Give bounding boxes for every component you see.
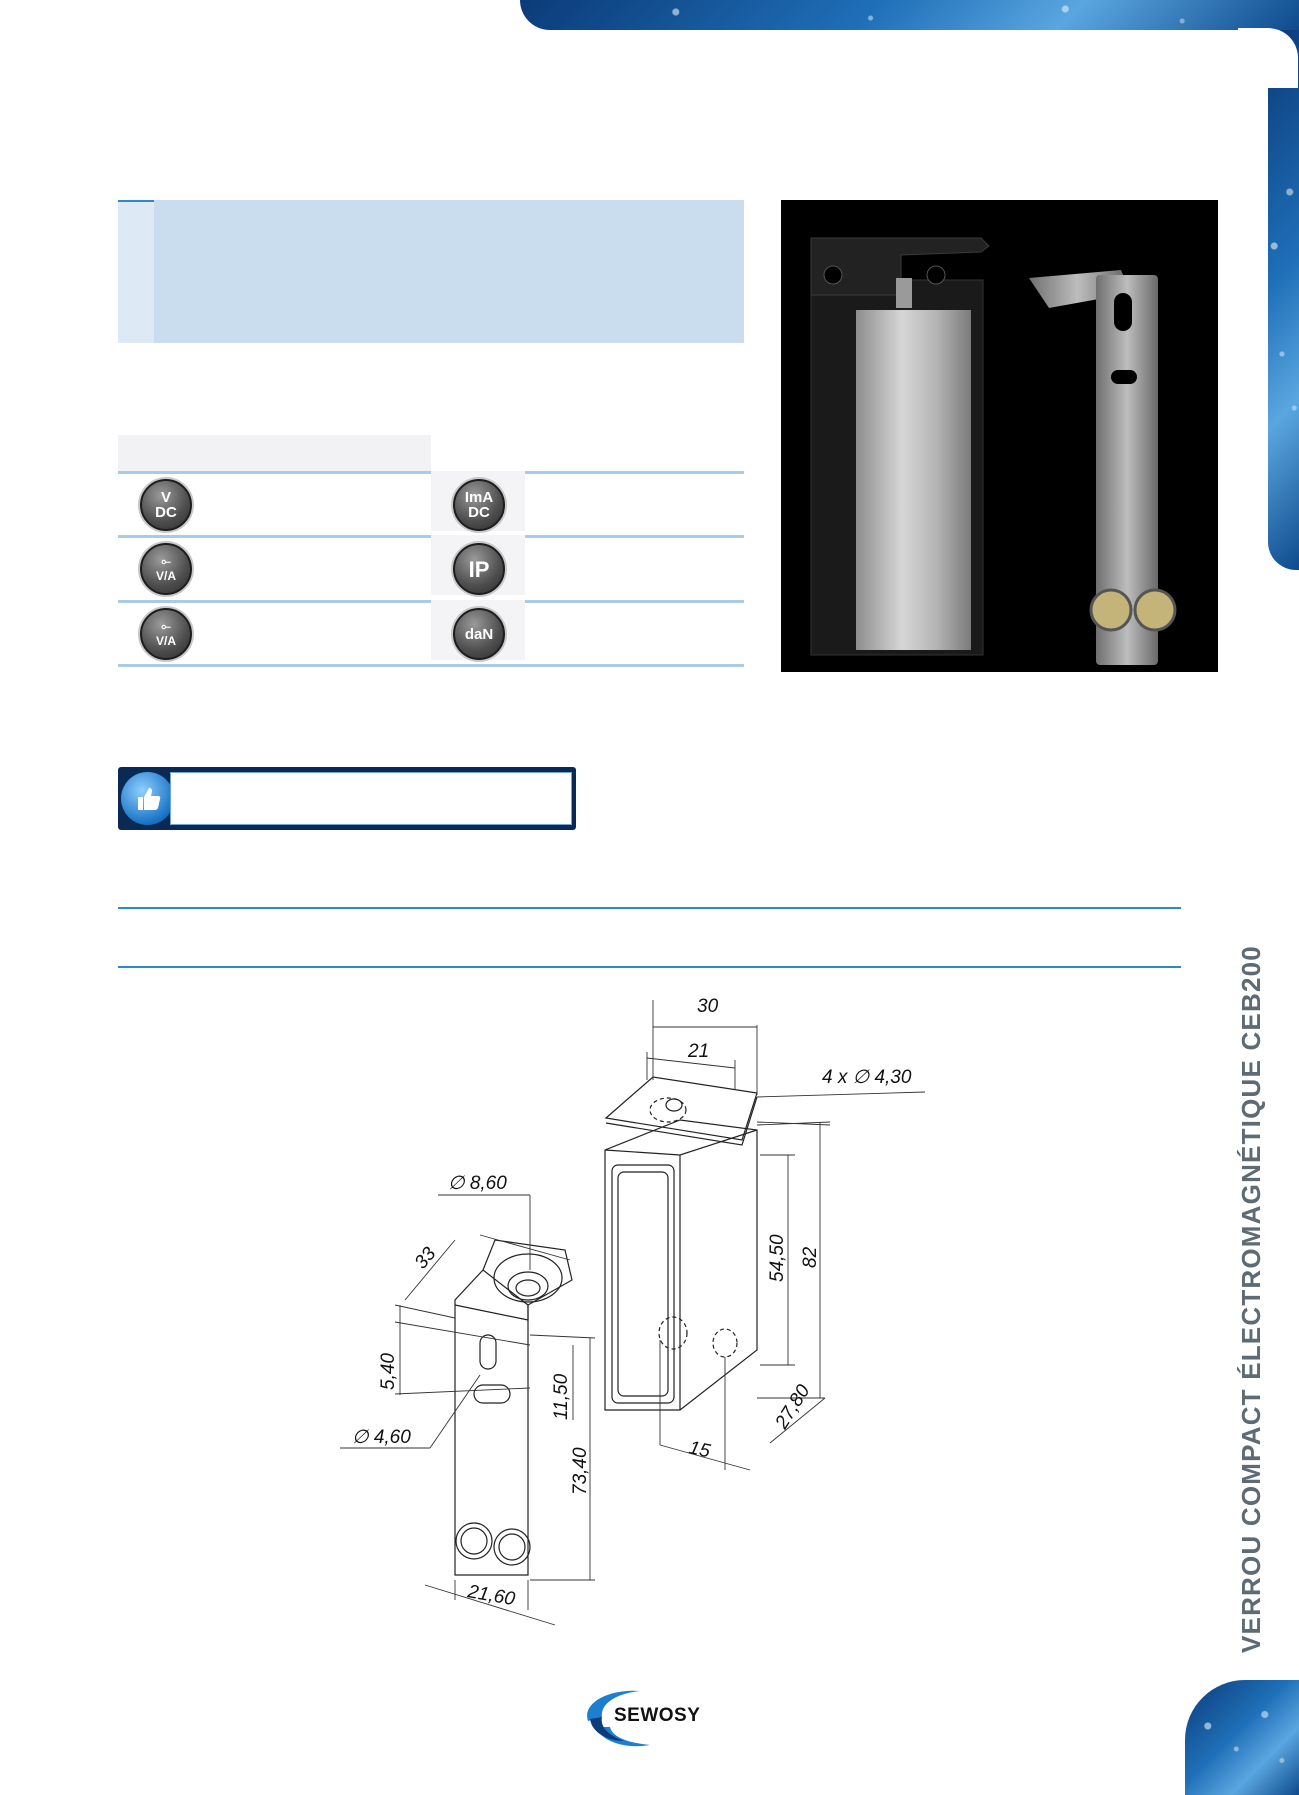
dim-bracket-length: 33: [410, 1243, 441, 1274]
spec-row: [118, 471, 744, 531]
contact-va-icon: ⟜ V/A: [140, 608, 192, 660]
advantage-box: [118, 767, 576, 830]
section-rule-bottom: [118, 966, 1181, 968]
title-tab-accent: [118, 200, 154, 202]
title-block: [118, 200, 744, 343]
spec-row: [118, 600, 744, 660]
thumbs-up-icon: [121, 772, 174, 825]
bottom-water-banner: [1185, 1680, 1299, 1795]
dim-bracket-width: 21,60: [466, 1581, 517, 1611]
dim-depth: 27,80: [771, 1381, 815, 1433]
product-photo: [781, 200, 1218, 672]
current-ma-dc-icon: ImA DC: [453, 479, 505, 531]
force-dan-icon: daN: [453, 608, 505, 660]
side-water-banner: [1268, 30, 1299, 570]
dim-holes: 4 x ∅ 4,30: [822, 1067, 912, 1088]
dim-width-inner: 21: [688, 1041, 710, 1062]
dim-slot-hole: ∅ 4,60: [352, 1427, 411, 1448]
corner-curve: [1238, 28, 1298, 88]
ip-rating-icon: IP: [453, 543, 505, 595]
dim-slot-height: 11,50: [551, 1373, 572, 1420]
dim-slot-offset: 5,40: [378, 1353, 399, 1390]
spec-table-header: [118, 435, 431, 471]
sewosy-logo: [578, 1683, 728, 1753]
dim-width-top: 30: [697, 996, 719, 1017]
title-tab: [118, 200, 154, 343]
dimension-drawing: [320, 985, 960, 1635]
spec-table-bottom-rule: [118, 664, 744, 667]
dim-hole-spacing: 15: [686, 1437, 713, 1463]
contact-va-icon: ⟜ V/A: [140, 543, 192, 595]
dim-height-total: 82: [800, 1246, 821, 1268]
logo-text: SEWOSY: [614, 1705, 701, 1726]
product-title: VERROU COMPACT ÉLECTROMAGNÉTIQUE CEB200: [1236, 945, 1266, 1653]
dim-height-inner: 54,50: [767, 1234, 788, 1282]
top-water-banner: [520, 0, 1299, 30]
volt-dc-icon: V DC: [140, 479, 192, 531]
dim-bracket-height: 73,40: [570, 1447, 591, 1495]
advantage-text-area: [170, 772, 572, 825]
section-rule-top: [118, 907, 1181, 909]
dim-bracket-hole: ∅ 8,60: [448, 1173, 507, 1194]
spec-row: [118, 535, 744, 595]
